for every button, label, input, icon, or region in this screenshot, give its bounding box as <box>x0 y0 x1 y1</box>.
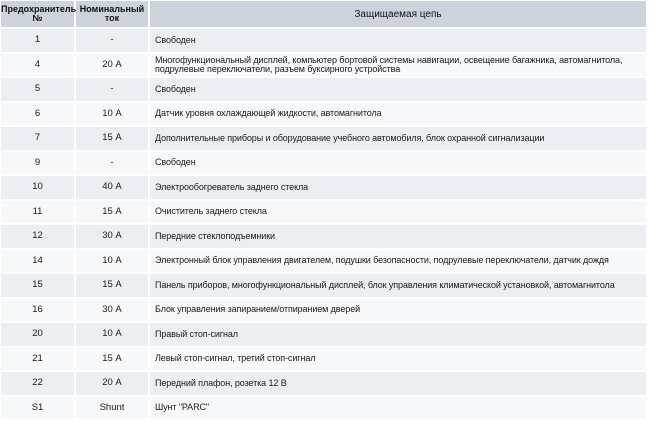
rated-current-cell: 40 А <box>76 176 150 201</box>
table-row <box>1 103 648 128</box>
fuse-number-cell: 22 <box>1 372 76 397</box>
fuse-number-cell: 16 <box>1 299 76 324</box>
table-row <box>1 323 648 348</box>
protected-circuit-cell: Шунт "PARC" <box>150 397 648 421</box>
protected-circuit-cell: Свободен <box>150 152 648 177</box>
rated-current-cell: 10 А <box>76 323 150 348</box>
table-row <box>1 176 648 201</box>
fuse-number-cell: 14 <box>1 250 76 275</box>
header-row <box>1 1 648 29</box>
fuse-number-cell: 11 <box>1 201 76 226</box>
fuse-number-cell: 1 <box>1 29 76 54</box>
table-row <box>1 250 648 275</box>
rated-current-cell: 30 А <box>76 299 150 324</box>
protected-circuit-cell: Правый стоп-сигнал <box>150 323 648 348</box>
header-protected-circuit: Защищаемая цепь <box>150 1 648 29</box>
protected-circuit-cell: Панель приборов, многофункциональный дисплей, блок управления климатической установкой, автомагнитола <box>150 274 648 299</box>
fuse-number-cell: 7 <box>1 127 76 152</box>
rated-current-cell: - <box>76 152 150 177</box>
protected-circuit-cell: Очиститель заднего стекла <box>150 201 648 226</box>
protected-circuit-cell: Электронный блок управления двигателем, подушки безопасности, подрулевые переключатели, датчик дождя <box>150 250 648 275</box>
rated-current-cell: 10 А <box>76 103 150 128</box>
protected-circuit-cell: Дополнительные приборы и оборудование учебного автомобиля, блок охранной сигнализации <box>150 127 648 152</box>
table-row <box>1 348 648 373</box>
rated-current-cell: - <box>76 29 150 54</box>
header-fuse-number: Предохранитель № <box>1 1 76 29</box>
table-row <box>1 397 648 421</box>
rated-current-cell: - <box>76 78 150 103</box>
rated-current-cell: 15 А <box>76 274 150 299</box>
fuse-number-cell: 21 <box>1 348 76 373</box>
table-row <box>1 29 648 54</box>
protected-circuit-cell: Передние стеклоподъемники <box>150 225 648 250</box>
table-row <box>1 127 648 152</box>
table-row <box>1 372 648 397</box>
header-rated-current: Номинальный ток <box>76 1 150 29</box>
table-row <box>1 225 648 250</box>
rated-current-cell: 10 А <box>76 250 150 275</box>
fuse-number-cell: 5 <box>1 78 76 103</box>
table-row <box>1 54 648 79</box>
protected-circuit-cell: Передний плафон, розетка 12 В <box>150 372 648 397</box>
rated-current-cell: 15 А <box>76 201 150 226</box>
protected-circuit-cell: Электрообогреватель заднего стекла <box>150 176 648 201</box>
rated-current-cell: Shunt <box>76 397 150 421</box>
rated-current-cell: 20 А <box>76 54 150 79</box>
rated-current-cell: 15 А <box>76 127 150 152</box>
table-row <box>1 152 648 177</box>
fuse-number-cell: 15 <box>1 274 76 299</box>
fuse-number-cell: 6 <box>1 103 76 128</box>
rated-current-cell: 15 А <box>76 348 150 373</box>
protected-circuit-cell: Свободен <box>150 78 648 103</box>
table-header <box>1 1 648 29</box>
protected-circuit-cell: Левый стоп-сигнал, третий стоп-сигнал <box>150 348 648 373</box>
protected-circuit-cell: Свободен <box>150 29 648 54</box>
rated-current-cell: 20 А <box>76 372 150 397</box>
fuse-number-cell: 4 <box>1 54 76 79</box>
table-body <box>1 29 648 421</box>
table-row <box>1 78 648 103</box>
table-row <box>1 201 648 226</box>
table-row <box>1 274 648 299</box>
protected-circuit-cell: Многофункциональный дисплей, компьютер бортовой системы навигации, освещение багажника, автомагнитола, подрулевые переключатели, разъем буксирного устройства <box>150 54 648 79</box>
rated-current-cell: 30 А <box>76 225 150 250</box>
fuse-number-cell: 20 <box>1 323 76 348</box>
table-row <box>1 299 648 324</box>
fuse-table <box>1 1 648 421</box>
protected-circuit-cell: Датчик уровня охлаждающей жидкости, автомагнитола <box>150 103 648 128</box>
fuse-number-cell: 9 <box>1 152 76 177</box>
fuse-number-cell: S1 <box>1 397 76 421</box>
fuse-number-cell: 12 <box>1 225 76 250</box>
protected-circuit-cell: Блок управления запиранием/отпиранием дверей <box>150 299 648 324</box>
fuse-number-cell: 10 <box>1 176 76 201</box>
